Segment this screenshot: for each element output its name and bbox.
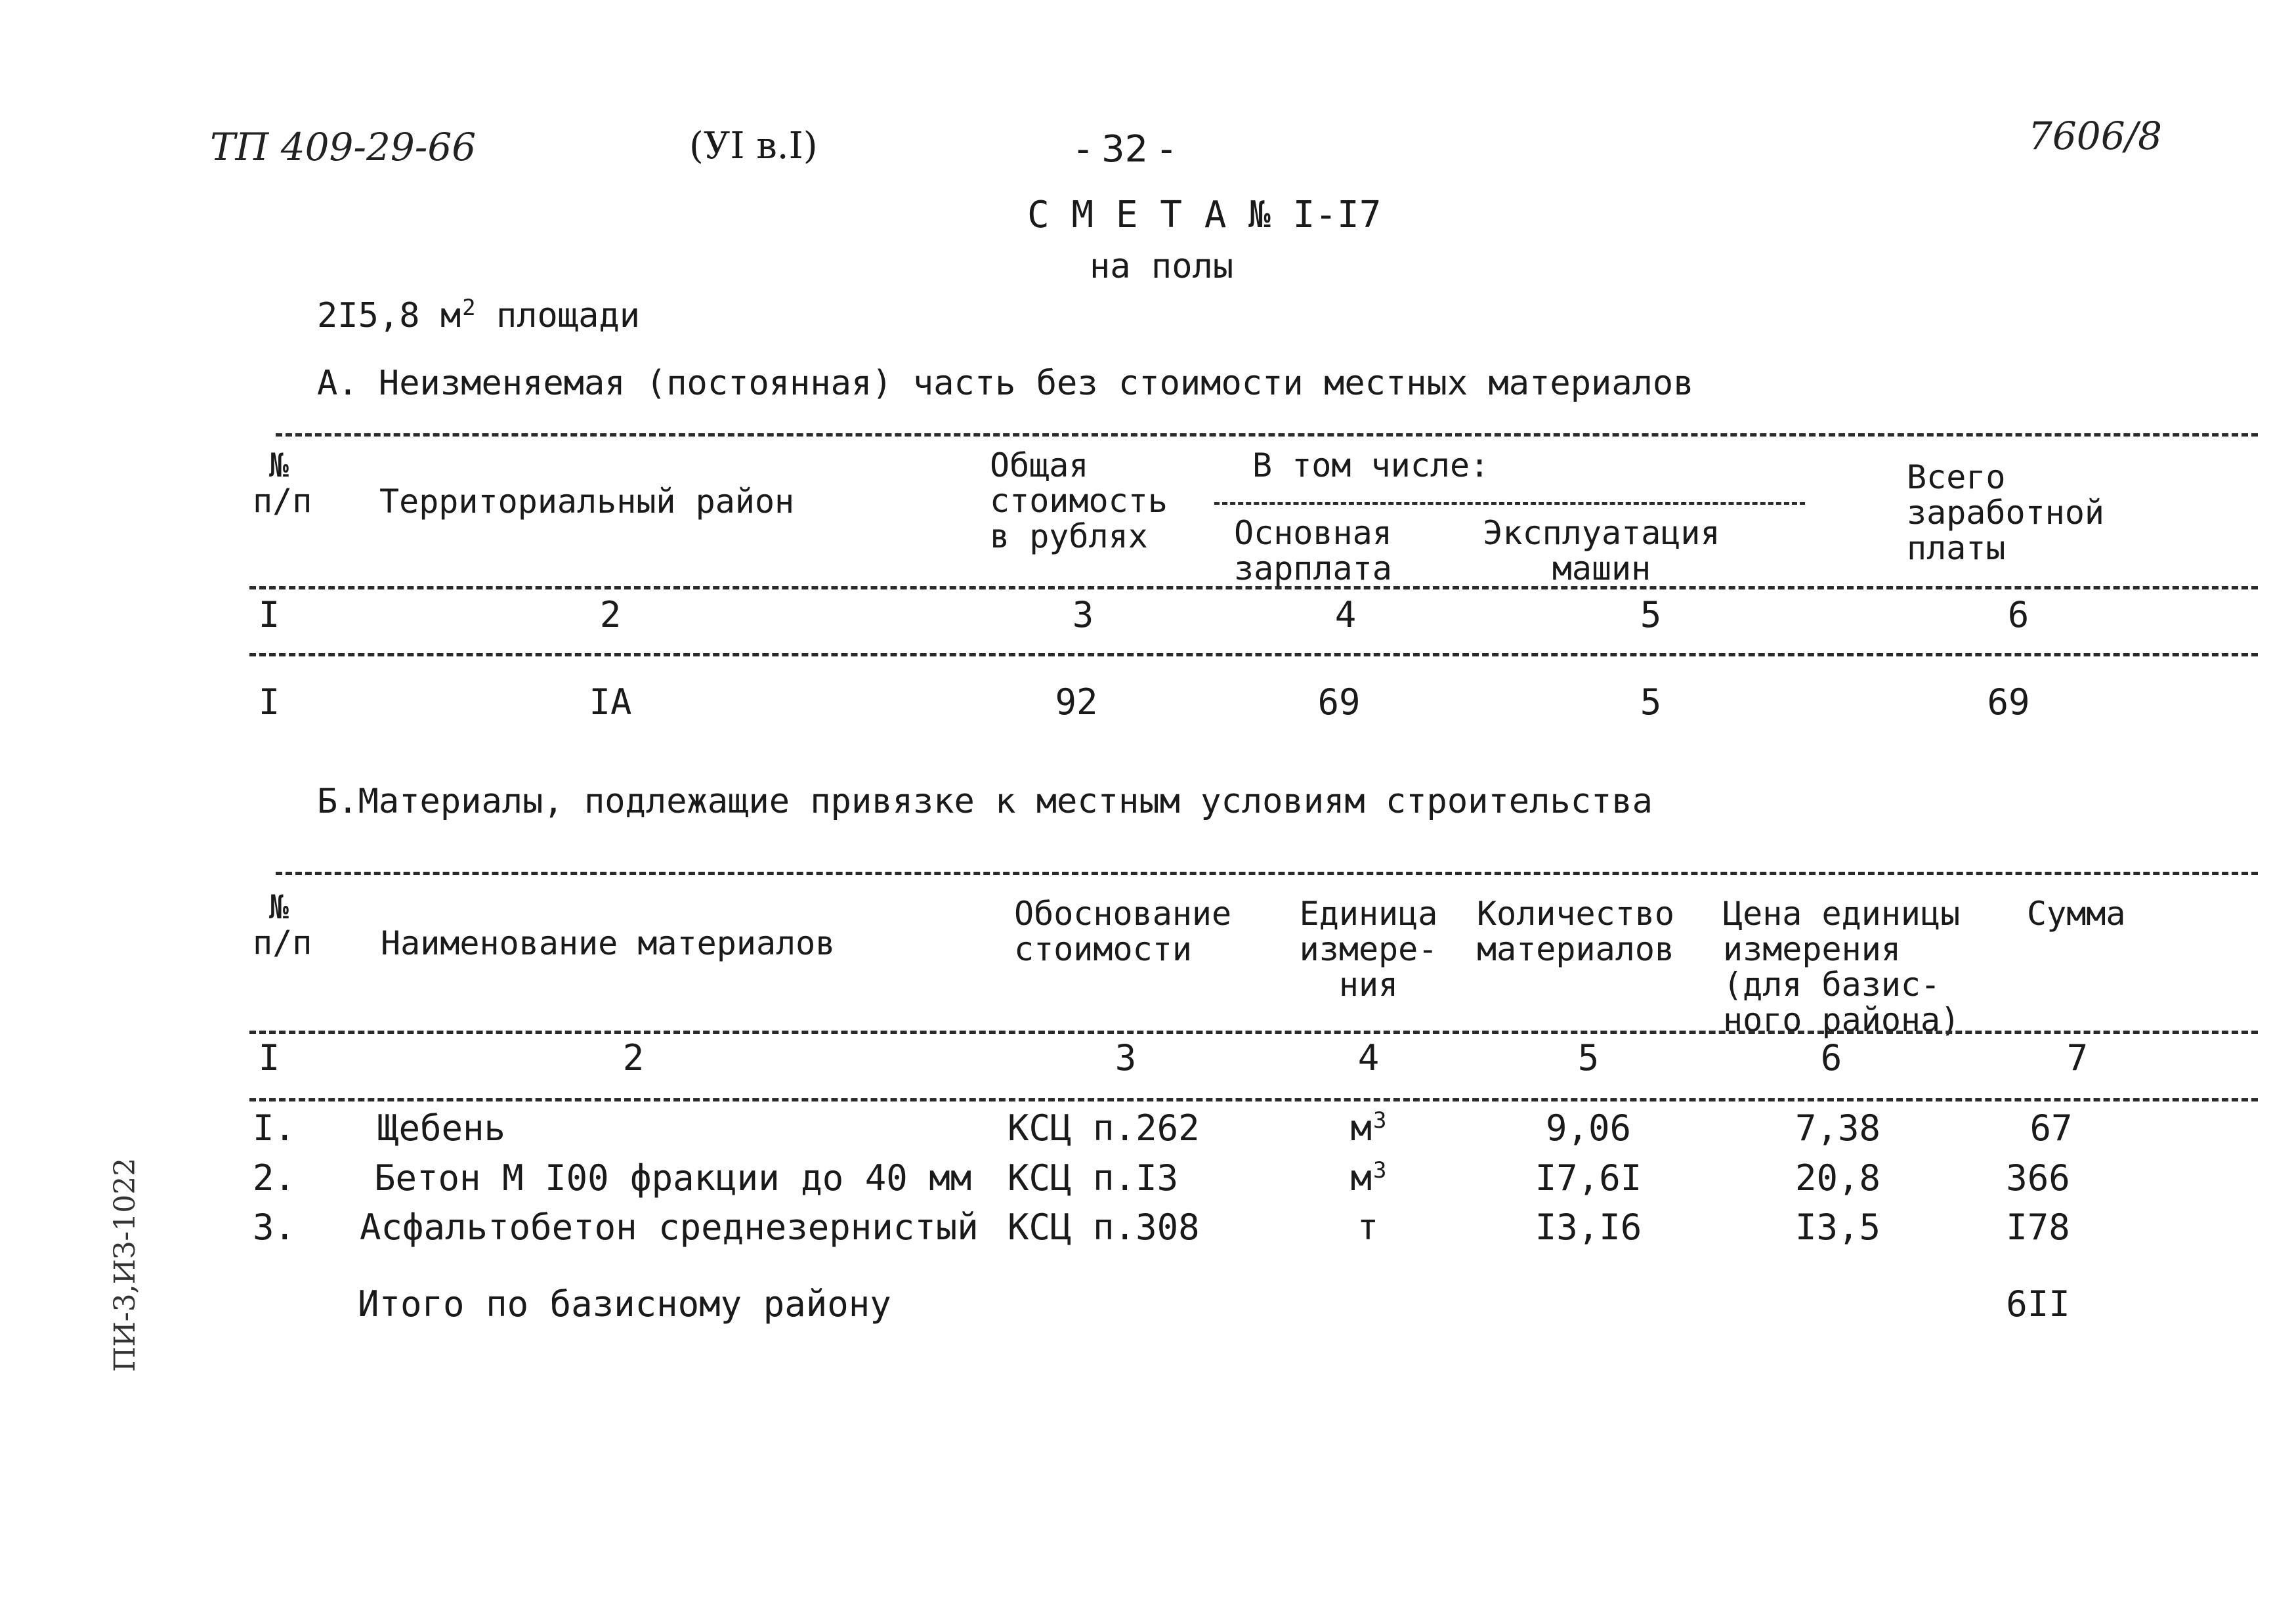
table-a-header-total: Общая стоимость в рублях [990,446,1168,555]
estimate-title: С М Е Т А № I-I7 [1027,194,1382,236]
table-b-row-name: Асфальтобетон среднезернистый [360,1207,979,1248]
table-b-row-num: I. [253,1107,296,1149]
estimate-subtitle: на полы [1090,247,1234,286]
table-b-rule-mid [249,1031,2258,1034]
table-a-header-machines: Эксплуатация машин [1483,514,1720,588]
table-a-header-num: № п/п [253,446,312,520]
table-b-rule-bottom [249,1098,2258,1101]
table-b-row-basis: КСЦ п.I3 [1008,1157,1179,1199]
table-b-row-num: 3. [253,1207,296,1248]
total-label: Итого по базисному району [358,1283,891,1325]
table-b-row-num: 2. [253,1157,296,1199]
table-a-header-wages: Всего заработной платы [1907,458,2105,567]
table-a-header-incl: В том числе: [1252,446,1490,484]
table-b-colnum-5: 5 [1577,1037,1600,1079]
total-value: 6II [2006,1283,2070,1325]
table-b-row-sum: I78 [2006,1207,2070,1248]
table-b-colnum-1: I [258,1037,280,1079]
table-a-row-salary: 69 [1317,681,1361,723]
sheet-ref: 7606/8 [2028,114,2163,158]
table-a-colnum-1: I [258,594,280,635]
table-b-row-name: Бетон М I00 фракции до 40 мм [374,1157,972,1199]
table-a-row-total: 92 [1055,681,1098,723]
area-line: 2I5,8 $м^2$ площади [317,294,641,335]
table-b-row-name: Щебень [377,1107,506,1149]
table-b-colnum-4: 4 [1357,1037,1380,1079]
table-b-colnum-6: 6 [1820,1037,1842,1079]
table-b-colnum-2: 2 [622,1037,645,1079]
table-b-row-unit: т [1357,1207,1379,1248]
table-a-colnum-5: 5 [1640,594,1662,635]
table-b-row-unit: $м^3$ [1350,1157,1387,1199]
doc-code: ТП 409-29-66 [210,125,477,169]
table-a-row-num: I [258,681,280,723]
table-a-rule-sub [1214,502,1805,505]
table-b-header-price: Цена единицы измерения (для базис- ного района) [1723,895,1961,1039]
page-number: - 32 - [1076,128,1174,171]
table-b-colnum-3: 3 [1115,1037,1137,1079]
table-a-row-wages: 69 [1987,681,2030,723]
table-a-row-machines: 5 [1640,681,1662,723]
table-b-header-unit: Единица измере- ния [1299,895,1438,1004]
table-b-row-qty: I3,I6 [1535,1207,1642,1248]
section-a-title: А. Неизменяемая (постоянная) часть без стоимости местных материалов [317,364,1694,403]
table-a-rule-mid [249,586,2258,589]
table-b-header-sum: Сумма [2027,895,2126,933]
table-a-header-salary: Основная зарплата [1234,514,1392,588]
table-b-row-basis: КСЦ п.308 [1008,1207,1200,1248]
table-b-rule-top [276,872,2258,875]
table-b-row-price: I3,5 [1795,1207,1881,1248]
table-a-colnum-6: 6 [2007,594,2029,635]
table-b-row-sum: 366 [2006,1157,2070,1199]
table-b-row-price: 20,8 [1795,1157,1881,1199]
table-b-row-qty: 9,06 [1545,1107,1632,1149]
table-b-header-basis: Обоснование стоимости [1014,895,1232,968]
table-a-rule-bottom [249,653,2258,656]
table-a-colnum-3: 3 [1072,594,1094,635]
side-stamp: ПИ-3,ИЗ-1022 [108,1157,142,1372]
table-b-header-num: № п/п [253,888,312,962]
table-a-colnum-4: 4 [1334,594,1357,635]
table-b-row-basis: КСЦ п.262 [1008,1107,1200,1149]
volume-label: (УI в.I) [689,125,818,167]
table-a-header-district: Территориальный район [379,482,795,521]
table-b-row-sum: 67 [2029,1107,2073,1149]
table-a-row-district: IA [589,681,632,723]
table-a-colnum-2: 2 [599,594,622,635]
table-b-header-qty: Количество материалов [1477,895,1675,968]
table-b-header-name: Наименование материалов [381,924,836,962]
section-b-title: Б.Материалы, подлежащие привязке к местным условиям строительства [317,782,1653,821]
table-b-row-qty: I7,6I [1535,1157,1642,1199]
table-b-colnum-7: 7 [2066,1037,2089,1079]
table-a-rule-top [276,433,2258,437]
table-b-row-unit: $м^3$ [1350,1107,1387,1149]
table-b-row-price: 7,38 [1795,1107,1881,1149]
